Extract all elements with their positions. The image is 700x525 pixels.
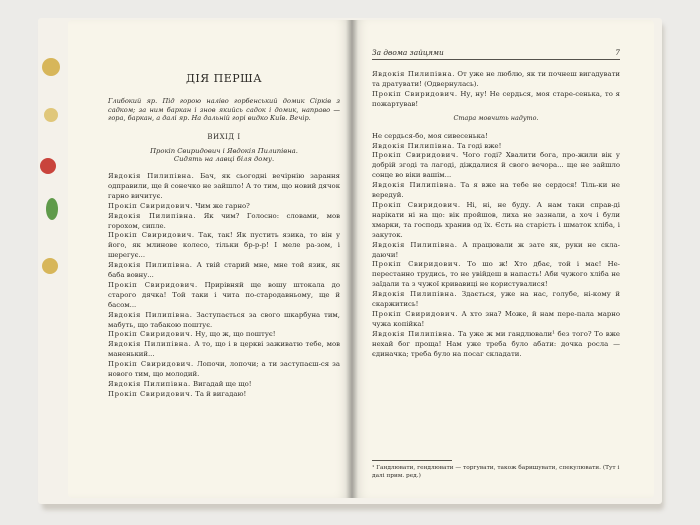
speaker-name: Прокіп Свиридович. [108, 360, 194, 369]
dialogue-line [108, 330, 340, 340]
footnote [372, 460, 620, 480]
speech-text: Лопочи, лопочи; а ти заступаєш-ся за нового тим, що молодий. [108, 360, 340, 379]
stage-direction: Стара мовчить надуто. [453, 113, 539, 122]
speech-text: Чим же гарно? [195, 201, 250, 210]
dialogue-line [372, 201, 620, 241]
dialogue-line [108, 172, 340, 202]
speaker-name: Явдокія Пилипівна. [108, 340, 192, 349]
left-page-text [108, 72, 340, 400]
right-page [352, 20, 654, 498]
speech-text: Та й вигадаю! [195, 389, 247, 398]
dialogue-line [372, 330, 620, 360]
dialogue-line [108, 202, 340, 212]
speaker-name: Прокіп Свиридович. [372, 200, 461, 209]
speech-text: Та уже ж ми гандлювали¹ без того? То вже нехай бог проща! Нам уже треба було абати: дочка росла — єдиначка; треба було на посаг складати. [372, 329, 620, 358]
speaker-name: Явдокія Пилипівна. [108, 211, 197, 220]
speech-text: Та я вже на тебе не сердося! Тіль-ки не вередуй. [372, 181, 620, 200]
speaker-name: Прокіп Свиридович. [372, 151, 459, 160]
speech-text: То шо ж! Хто дбає, той і має! Не-перестанно трудись, то не увійдеш в напасть! Аби чужого хліба не заїдали та з чужої кривавиці не користувалися! [372, 260, 620, 289]
footnote-rule [372, 460, 452, 461]
speech-text: А працювали ж зате як, руки не скла-даючи! [372, 240, 620, 259]
speaker-name: Явдокія Пилипівна. [372, 290, 458, 299]
speech-text: Ну, що ж, що поштує! [195, 330, 276, 339]
dialogue-line [108, 340, 340, 360]
left-page [68, 20, 352, 498]
speech-text: Бач, як сьогодні вечірнію зарання одправили, ще й сонечко не зайшло! А то тим, що новий дячок гарно вичитує. [108, 171, 340, 200]
dialogue-line [372, 241, 620, 261]
dialogue-line [108, 390, 340, 400]
speaker-name: Явдокія Пилипівна. [372, 141, 455, 150]
running-title: За двома зайцями [372, 48, 444, 57]
scene-title: ВИХІД І [207, 132, 241, 141]
scene-description [108, 147, 340, 164]
speaker-name: Прокіп Свиридович. [108, 389, 194, 398]
dialogue-line [372, 142, 620, 152]
dialogue-line [372, 181, 620, 201]
speaker-name: Явдокія Пилипівна. [108, 310, 193, 319]
dialogue-line [372, 290, 620, 310]
scene-action: Сидять на лавці біля дому. [173, 155, 275, 164]
dialogue-line [108, 231, 340, 261]
dialogue-line [108, 261, 340, 281]
speech-text: От уже не люблю, як ти почнеш вигадувати та дратувати! (Одвернулась). [372, 70, 620, 88]
speech-text: Так, так! Як пустить язика, то він у його, як млинове колесо, тільки бр-р-р! І меле ра-зом, і шерегує... [108, 231, 340, 260]
speaker-name: Явдокія Пилипівна. [108, 171, 195, 180]
speaker-name: Явдокія Пилипівна. [372, 181, 457, 190]
speech-text: Прирівняй ще вошу штокала до старого дячка! Той таки і чита по-стародавньому, ще й басом... [108, 280, 340, 309]
speaker-name: Прокіп Свиридович. [372, 89, 458, 98]
speech-text: Вигадай ще що! [193, 380, 252, 388]
speaker-name: Прокіп Свиридович. [108, 201, 194, 210]
speaker-name: Явдокія Пилипівна. [372, 329, 456, 338]
speech-text: Не сердься-бо, моя сивесенька! [372, 131, 488, 140]
dialogue-line [108, 380, 340, 390]
speaker-name: Прокіп Свиридович. [108, 330, 194, 339]
speaker-name: Прокіп Свиридович. [108, 231, 195, 240]
scene-characters: Прокіп Свиридович і Явдокія Пилипівна. [150, 146, 298, 155]
dialogue-line [372, 132, 620, 142]
dialogue-line [372, 260, 620, 290]
dialogue-line [108, 212, 340, 232]
speech-text: Ні, ні, не буду. А нам таки справ-ді нарікати ні на що: вік пройшов, лиха не зазнали, а хоч і були хмарки, та господь хранив од їх. Єсть на старість і шматок хліба, і закуток. [372, 200, 620, 239]
speech-text: А то, що і в церкві заживатю тебе, мов маненький... [108, 340, 340, 359]
dialogue-line [372, 151, 620, 181]
speech-text: Чого годі? Хвалити бога, про-жили вік у добрій згоді та лагоді, діждалися й свого вечора... ще не зайшло сонце во віки вашім... [372, 151, 620, 180]
speech-text: Та годі вже! [457, 141, 502, 150]
dialogue-line [372, 90, 620, 110]
dialogue-line [108, 281, 340, 311]
dialogue-block [372, 132, 620, 360]
speaker-name: Прокіп Свиридович. [108, 280, 198, 289]
speech-text: Ну, ну! Не сердься, моя старе-сенька, то я пожартував! [372, 89, 620, 108]
speech-text: А хто зна? Може, й нам пере-пала марно чужа копійка! [372, 309, 620, 328]
cover-flower-decoration [42, 58, 60, 76]
act-title: ДІЯ ПЕРША [185, 72, 263, 85]
running-header [372, 48, 620, 60]
speech-text: А твій старий мнe, мне той язик, як баба вовну... [108, 261, 340, 280]
setting-description: Глибокий яр. Під горою наліво горбенський домик Сірків з садком; за ним баркан і знов якийсь садок і домик, направо — гора, баркан, а далі яр. На дальній горі видко Київ. Вечір. [108, 97, 340, 123]
dialogue-line [372, 310, 620, 330]
cover-flower-decoration [42, 258, 58, 274]
dialogue-line [108, 311, 340, 331]
cover-flower-decoration [44, 108, 58, 122]
speaker-name: Явдокія Пилипівна. [108, 380, 191, 388]
cover-flower-decoration [40, 158, 56, 174]
dialogue-block [372, 70, 620, 110]
book-spine-shadow [346, 20, 358, 498]
speech-text: Як чим? Голосно: словами, мов горохом, сипле. [108, 211, 340, 230]
speaker-name: Явдокія Пилипівна. [372, 240, 458, 249]
page-number: 7 [615, 48, 620, 57]
speaker-name: Явдокія Пилипівна. [108, 261, 193, 270]
speech-text: Здається, уже на нас, голубе, ні-кому й скаржитись! [372, 290, 620, 309]
speaker-name: Прокіп Свиридович. [372, 260, 462, 269]
right-page-text [372, 70, 620, 359]
dialogue-line [108, 360, 340, 380]
dialogue-line [372, 70, 620, 90]
speech-text: Заступається за свого шкарбуна тим, мабуть, що табакою поштує. [108, 310, 340, 329]
dialogue-block [108, 172, 340, 400]
speaker-name: Прокіп Свиридович. [372, 309, 459, 318]
speaker-name: Явдокія Пилипівна. [372, 70, 456, 78]
footnote-text: ¹ Гандлювати, гендлювати — торгувати, також баришувати, спекулювати. (Тут і далі прим. ред.) [372, 465, 620, 479]
cover-leaf-decoration [46, 198, 58, 220]
